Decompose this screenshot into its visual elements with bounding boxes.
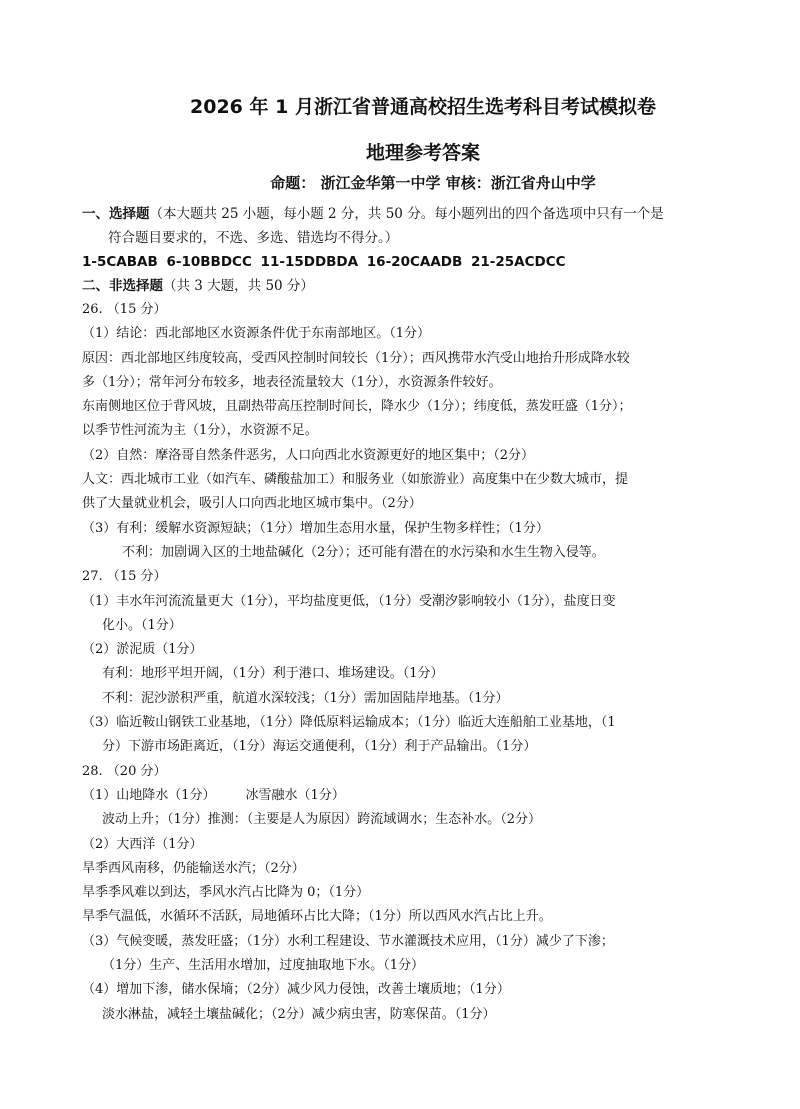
- section-choice-heading: 一、选择题: [82, 206, 150, 222]
- q27-line: 有利：地形平坦开阔，（1分）利于港口、堆场建设。（1分）: [102, 666, 444, 682]
- q26-line: 供了大量就业机会，吸引人口向西北地区城市集中。（2分）: [82, 496, 422, 512]
- q26-number: 26. （15 分）: [82, 302, 167, 317]
- q27-line: 不利：泥沙淤积严重，航道水深较浅；（1分）需加固陆岸地基。（1分）: [102, 690, 509, 706]
- section-nonchoice-heading: 二、非选择题: [82, 278, 163, 294]
- q27-line: （3）临近鞍山钢铁工业基地，（1分）降低原料运输成本；（1分）临近大连船舶工业基地，（1: [82, 715, 616, 731]
- q28-line: 波动上升；（1分）推测：（主要是人为原因）跨流域调水；生态补水。（2分）: [102, 812, 542, 828]
- q26-line: 东南侧地区位于背风坡，且副热带高压控制时间长，降水少（1分）；纬度低，蒸发旺盛（1分）；: [82, 399, 632, 415]
- q28-line: 旱季季风难以到达，季风水汽占比降为 0；（1分）: [82, 885, 370, 901]
- document-credits: 命题： 浙江金华第一中学 审核：浙江省舟山中学: [270, 174, 596, 192]
- section-choice-desc-line2: 符合题目要求的，不选、多选、错选均不得分。）: [108, 230, 399, 246]
- question-26: [82, 298, 744, 565]
- choice-answers: 1-5CABAB 6-10BBDCC 11-15DDBDA 16-20CAADB 21-25ACDCC: [82, 254, 566, 270]
- q28-line: [82, 784, 744, 808]
- q26-line: 以季节性河流为主（1分），水资源不足。: [82, 423, 318, 439]
- q26-line: （2）自然：摩洛哥自然条件恶劣，人口向西北水资源更好的地区集中；（2分）: [82, 447, 535, 463]
- q26-line: （1）结论：西北部地区水资源条件优于东南部地区。（1分）: [82, 326, 431, 342]
- q27-number: 27. （15 分）: [82, 569, 167, 585]
- q26-line: 多（1分）；常年河分布较多，地表径流量较大（1分），水资源条件较好。: [82, 374, 502, 390]
- q26-line: 人文：西北城市工业（如汽车、磷酸盐加工）和服务业（如旅游业）高度集中在少数大城市，提: [82, 472, 629, 488]
- q28-line: 旱季气温低，水循环不活跃，局地循环占比大降；（1分）所以西风水汽占比上升。: [82, 909, 552, 925]
- q27-line: （1）丰水年河流流量更大（1分），平均盐度更低，（1分）受潮汐影响较小（1分），盐度日变: [82, 593, 616, 609]
- q28-number: 28. （20 分）: [82, 763, 167, 779]
- section-choice-heading-line: [82, 202, 744, 226]
- q28-line: （4）增加下渗，储水保墒；（2分）减少风力侵蚀，改善土壤质地；（1分）: [82, 982, 510, 998]
- section-nonchoice-heading-line: [82, 274, 744, 298]
- document-title: 2026 年 1 月浙江省普通高校招生选考科目考试模拟卷: [190, 96, 656, 118]
- q28-line: 旱季西风南移，仍能输送水汽；（2分）: [82, 860, 305, 876]
- q26-line: 不利：加剧调入区的土地盐碱化（2分）；还可能有潜在的水污染和水生生物入侵等。: [122, 544, 605, 560]
- q28-line1-part-b: 冰雪融水（1分）: [245, 787, 345, 803]
- document-subtitle: 地理参考答案: [365, 142, 480, 164]
- section-choice: [82, 202, 744, 250]
- q28-line: （2）大西洋（1分）: [82, 836, 203, 852]
- section-choice-desc: （本大题共 25 小题，每小题 2 分，共 50 分。每小题列出的四个备选项中只有一个是: [149, 206, 664, 222]
- q28-line1-part-a: （1）山地降水（1分）: [82, 787, 216, 803]
- q26-line: （3）有利：缓解水资源短缺；（1分）增加生态用水量，保护生物多样性；（1分）: [82, 520, 549, 536]
- q26-line: 原因：西北部地区纬度较高，受西风控制时间较长（1分）；西风携带水汽受山地抬升形成降水较: [82, 350, 630, 366]
- question-27: [82, 565, 744, 759]
- q27-line: 化小。（1分）: [102, 617, 182, 633]
- question-28: [82, 760, 744, 1027]
- q28-line: 淡水淋盐，减轻土壤盐碱化；（2分）减少病虫害，防寒保苗。（1分）: [102, 1006, 496, 1022]
- q28-line: （1分）生产、生活用水增加，过度抽取地下水。（1分）: [102, 958, 425, 974]
- q28-line: （3）气候变暖，蒸发旺盛；（1分）水利工程建设、节水灌溉技术应用，（1分）减少了下渗；: [82, 933, 614, 949]
- q27-line: 分）下游市场距离近，（1分）海运交通便利，（1分）利于产品输出。（1分）: [102, 739, 537, 755]
- q27-line: （2）淤泥质（1分）: [82, 642, 203, 658]
- section-nonchoice-desc: （共 3 大题，共 50 分）: [163, 278, 314, 294]
